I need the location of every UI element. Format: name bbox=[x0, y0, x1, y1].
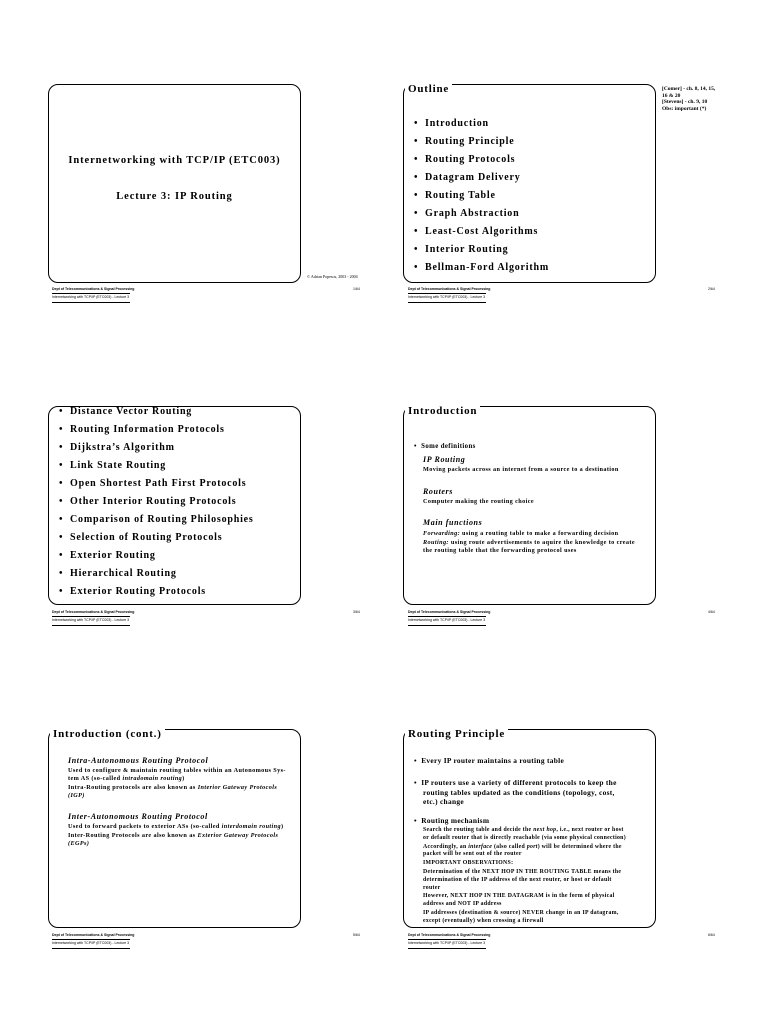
inter-line-1b: interdomain routing bbox=[221, 823, 282, 830]
routing-desc-2: the routing table that the forwarding protocol uses bbox=[423, 547, 577, 554]
references bbox=[662, 86, 715, 112]
intra-line-2b: intradomain routing bbox=[122, 775, 183, 782]
reference-line: 16 & 20 bbox=[662, 92, 681, 99]
lecture-title: Lecture 3: IP Routing bbox=[116, 191, 233, 202]
footer-3 bbox=[52, 610, 134, 622]
reference-line: [Stevens] - ch. 9, 10 bbox=[662, 99, 708, 105]
copyright: © Adrian Popescu, 2003 - 2004 bbox=[307, 274, 358, 279]
list-item: • Routing Principle bbox=[414, 136, 549, 154]
footer-rule bbox=[52, 939, 130, 940]
mech-1c: , i.e., next router or host bbox=[556, 827, 624, 833]
intra-line-2 bbox=[68, 775, 286, 783]
list-item: • Routing Information Protocols bbox=[59, 424, 254, 442]
mech-1b: next hop bbox=[533, 827, 557, 833]
list-item: • Routing Protocols bbox=[414, 154, 549, 172]
intra-heading: Intra-Autonomous Routing Protocol bbox=[68, 756, 209, 765]
footer-rule bbox=[52, 293, 130, 294]
footer-course: Internetworking with TCP/IP (ETC003) - Lecture 3 bbox=[408, 941, 486, 945]
mech-line-7: determination of the IP address of the next router, or host or default bbox=[423, 876, 612, 883]
slide-title: Introduction bbox=[405, 405, 480, 417]
footer-course: Internetworking with TCP/IP (ETC003) - Lecture 3 bbox=[408, 295, 486, 299]
outline-list bbox=[59, 406, 254, 604]
list-item: • Other Interior Routing Protocols bbox=[59, 496, 254, 514]
footer-dept: Dept of Telecommunications & Signal Processing bbox=[52, 610, 135, 614]
bullet-dot: • bbox=[414, 756, 422, 765]
mech-line-8: router bbox=[423, 884, 441, 891]
intra-line-2c: ) bbox=[182, 775, 185, 782]
list-item: • Bellman-Ford Algorithm bbox=[414, 262, 549, 280]
slide-3 bbox=[48, 406, 301, 605]
list-item: • Datagram Delivery bbox=[414, 172, 549, 190]
mech-line-5: IMPORTANT OBSERVATIONS: bbox=[423, 860, 514, 867]
footer-dept: Dept of Telecommunications & Signal Processing bbox=[408, 933, 491, 937]
slide-1 bbox=[48, 84, 301, 283]
routing-desc-1: using route advertisements to aquire the knowledge to create bbox=[450, 539, 636, 546]
footer-rule bbox=[408, 302, 486, 303]
footer-rule bbox=[52, 302, 130, 303]
forwarding-label: Forwarding: bbox=[423, 530, 461, 537]
list-item: • Dijkstra’s Algorithm bbox=[59, 442, 254, 460]
mech-line-3 bbox=[423, 844, 626, 852]
list-item: • Introduction bbox=[414, 118, 549, 136]
list-item: • Exterior Routing Protocols bbox=[59, 586, 254, 604]
footer-rule bbox=[408, 939, 486, 940]
list-item: • Least-Cost Algorithms bbox=[414, 226, 549, 244]
bullet-2-line-2: routing tables updated as the conditions (topology, cost, bbox=[423, 787, 615, 797]
mech-2a: Accordingly, an bbox=[423, 843, 467, 850]
footer-1 bbox=[52, 287, 134, 299]
bullet-2-line-3: etc.) change bbox=[423, 797, 464, 806]
bullet-text: IP routers use a variety of different protocols to keep the bbox=[421, 778, 617, 787]
inter-line-1a: Used to forward packets to exterior ASs (so-called bbox=[68, 823, 220, 830]
routers-text: Computer making the routing choice bbox=[423, 498, 534, 505]
bullet-text: Every IP router maintains a routing table bbox=[421, 756, 565, 765]
list-item: • Hierarchical Routing bbox=[59, 568, 254, 586]
intra-line-1: Used to configure & maintain routing tables within an Autonomous Sys- bbox=[68, 767, 286, 774]
page-number: 6/64 bbox=[708, 933, 715, 937]
inter-line-2a: Inter-Routing Protocols are also known as bbox=[68, 832, 196, 839]
mech-2e: ) will be determined where the bbox=[537, 843, 622, 850]
footer-course: Internetworking with TCP/IP (ETC003) - Lecture 3 bbox=[52, 618, 130, 622]
course-title: Internetworking with TCP/IP (ETC003) bbox=[68, 155, 281, 166]
bullet-2 bbox=[414, 778, 617, 807]
page-number: 4/64 bbox=[708, 610, 715, 614]
footer-rule bbox=[52, 625, 130, 626]
list-item: • Open Shortest Path First Protocols bbox=[59, 478, 254, 496]
bullet-2-line-1 bbox=[414, 778, 617, 788]
footer-course: Internetworking with TCP/IP (ETC003) - Lecture 3 bbox=[52, 941, 130, 945]
mech-line-11: IP addresses (destination & source) NEVER change in an IP datagram, bbox=[423, 909, 619, 916]
footer-dept: Dept of Telecommunications & Signal Processing bbox=[52, 933, 135, 937]
mech-line-2: or default router that is directly reachable (via some physical connection) bbox=[423, 834, 626, 841]
slide-2 bbox=[403, 84, 656, 283]
footer-rule bbox=[408, 625, 486, 626]
reference-line: Obs: important (*) bbox=[662, 105, 707, 112]
footer-course: Internetworking with TCP/IP (ETC003) - Lecture 3 bbox=[408, 618, 486, 622]
footer-dept: Dept of Telecommunications & Signal Processing bbox=[408, 287, 491, 291]
routing-mechanism-text bbox=[423, 827, 626, 926]
intra-line-3 bbox=[68, 784, 286, 792]
routers-heading: Routers bbox=[423, 487, 453, 496]
bullet-1 bbox=[414, 756, 564, 765]
inter-line-2 bbox=[68, 832, 283, 840]
bullet-text: Some definitions bbox=[421, 443, 476, 450]
list-item: • Distance Vector Routing bbox=[59, 406, 254, 424]
inter-line-2b: Exterior Gateway Protocols bbox=[197, 832, 279, 839]
footer-rule bbox=[408, 948, 486, 949]
mech-line-12: except (eventually) when crossing a firewall bbox=[423, 917, 544, 924]
list-item: • Comparison of Routing Philosophies bbox=[59, 514, 254, 532]
list-item: • Link State Routing bbox=[59, 460, 254, 478]
forwarding-text bbox=[423, 530, 618, 538]
bullet-text: Routing mechanism bbox=[421, 816, 490, 825]
ip-routing-text: Moving packets across an internet from a source to a destination bbox=[423, 466, 619, 473]
bullet-dot: • bbox=[414, 778, 422, 787]
footer-dept: Dept of Telecommunications & Signal Processing bbox=[52, 287, 135, 291]
footer-2 bbox=[408, 287, 490, 299]
footer-rule bbox=[52, 948, 130, 949]
intra-line-2a: tem AS (so-called bbox=[68, 775, 121, 782]
list-item: • Exterior Routing bbox=[59, 550, 254, 568]
inter-line-3: (EGPs) bbox=[68, 840, 90, 847]
bullet-dot: • bbox=[414, 442, 422, 450]
outline-list bbox=[414, 118, 549, 280]
routing-label: Routing: bbox=[423, 539, 449, 546]
inter-text bbox=[68, 823, 283, 848]
inter-heading: Inter-Autonomous Routing Protocol bbox=[68, 812, 208, 821]
footer-rule bbox=[408, 293, 486, 294]
slide-title: Outline bbox=[405, 83, 452, 95]
list-item: • Interior Routing bbox=[414, 244, 549, 262]
bullet-dot: • bbox=[414, 816, 422, 825]
routing-text bbox=[423, 539, 635, 555]
slide-5 bbox=[48, 729, 301, 928]
list-item: • Graph Abstraction bbox=[414, 208, 549, 226]
mech-line-6: Determination of the NEXT HOP IN THE ROUTING TABLE means the bbox=[423, 868, 622, 875]
bullet-some-definitions bbox=[414, 433, 476, 452]
ip-routing-heading: IP Routing bbox=[423, 455, 466, 464]
slide-4 bbox=[403, 406, 656, 605]
footer-rule bbox=[408, 616, 486, 617]
slide-6 bbox=[403, 729, 656, 928]
page-number: 5/64 bbox=[353, 933, 360, 937]
intra-line-3a: Intra-Routing protocols are also known as bbox=[68, 784, 196, 791]
mech-line-10: address and NOT IP address bbox=[423, 901, 502, 908]
footer-dept: Dept of Telecommunications & Signal Processing bbox=[408, 610, 491, 614]
mech-line-1 bbox=[423, 827, 626, 835]
mech-2b: interface bbox=[468, 843, 493, 850]
page-number: 1/64 bbox=[353, 287, 360, 291]
list-item: • Routing Table bbox=[414, 190, 549, 208]
forwarding-desc: using a routing table to make a forwarding decision bbox=[462, 530, 619, 537]
slide-title: Introduction (cont.) bbox=[50, 728, 165, 740]
list-item: • Selection of Routing Protocols bbox=[59, 532, 254, 550]
reference-line: [Comer] - ch. 8, 14, 15, bbox=[662, 86, 716, 92]
mech-1a: Search the routing table and decide the bbox=[423, 827, 532, 833]
main-functions-heading: Main functions bbox=[423, 518, 483, 527]
intra-text bbox=[68, 767, 286, 800]
intra-line-3b: Interior Gateway Protocols bbox=[197, 784, 278, 791]
mech-line-9: However, NEXT HOP IN THE DATAGRAM is in the form of physical bbox=[423, 893, 615, 900]
slide-title: Routing Principle bbox=[405, 728, 508, 740]
footer-4 bbox=[408, 610, 490, 622]
page-number: 2/64 bbox=[708, 287, 715, 291]
bullet-3 bbox=[414, 816, 489, 825]
page-number: 3/64 bbox=[353, 610, 360, 614]
mech-2c: (also called bbox=[493, 843, 526, 850]
footer-6 bbox=[408, 933, 490, 945]
mech-line-4: packet will be sent out of the router bbox=[423, 851, 522, 858]
intra-line-4: (IGP) bbox=[68, 792, 85, 799]
footer-rule bbox=[52, 616, 130, 617]
footer-course: Internetworking with TCP/IP (ETC003) - Lecture 3 bbox=[52, 295, 130, 299]
inter-line-1c: ) bbox=[281, 823, 284, 830]
footer-5 bbox=[52, 933, 134, 945]
inter-line-1 bbox=[68, 823, 283, 831]
mech-2d: port bbox=[526, 843, 538, 850]
